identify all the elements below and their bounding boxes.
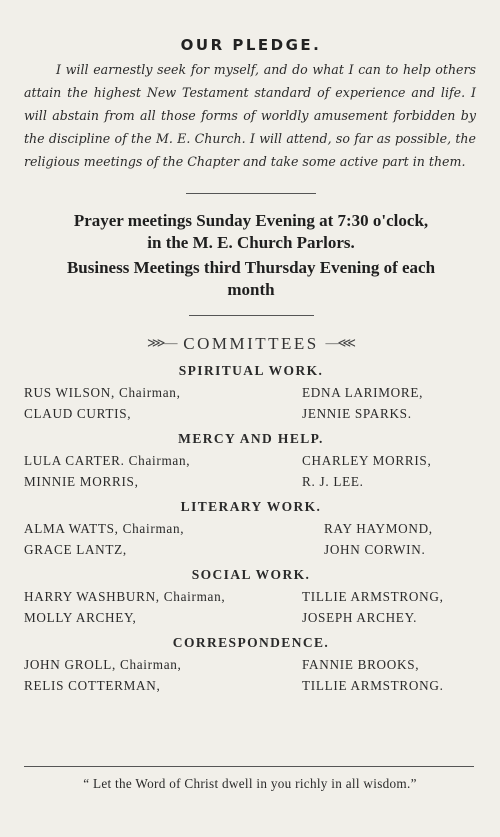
section-title: SOCIAL WORK. (191, 567, 311, 582)
member-name: JOHN GROLL, Chairman, (24, 657, 182, 672)
member-name: MOLLY ARCHEY, (24, 610, 137, 625)
committee-mercy (24, 431, 478, 491)
prayer-meetings-line-2: in the M. E. Church Parlors. (147, 233, 355, 252)
names-grid (24, 656, 478, 695)
member-name: FANNIE BROOKS, (302, 657, 420, 672)
divider-rule (186, 193, 316, 194)
member-name: ALMA WATTS, Chairman, (24, 521, 185, 536)
committee-social (24, 567, 478, 627)
member-name: CHARLEY MORRIS, (302, 453, 432, 468)
member-name: TILLIE ARMSTRONG, (302, 589, 444, 604)
divider-rule (189, 315, 314, 316)
names-grid (24, 452, 478, 491)
names-grid (24, 520, 478, 559)
member-name: EDNA LARIMORE, (302, 385, 424, 400)
pledge-title: OUR PLEDGE. (180, 36, 322, 54)
footer-rule (24, 766, 474, 767)
member-name: TILLIE ARMSTRONG. (302, 678, 444, 693)
committees-title: COMMITTEES (183, 334, 319, 353)
left-ornament-icon: ⋙— (147, 335, 177, 350)
member-name: HARRY WASHBURN, Chairman, (24, 589, 226, 604)
committees-heading (24, 332, 478, 355)
names-grid (24, 384, 478, 423)
meetings-block (24, 210, 478, 301)
committee-spiritual (24, 363, 478, 423)
member-name: RELIS COTTERMAN, (24, 678, 161, 693)
member-name: MINNIE MORRIS, (24, 474, 139, 489)
business-meetings-line-1: Business Meetings third Thursday Evening of each (66, 258, 436, 277)
committee-literary (24, 499, 478, 559)
member-name: RUS WILSON, Chairman, (24, 385, 181, 400)
member-name: GRACE LANTZ, (24, 542, 127, 557)
member-name: RAY HAYMOND, (324, 521, 433, 536)
names-grid (24, 588, 478, 627)
prayer-meetings-line-1: Prayer meetings Sunday Evening at 7:30 o'clock, (73, 211, 429, 230)
member-name: JENNIE SPARKS. (302, 406, 412, 421)
section-title: LITERARY WORK. (180, 499, 322, 514)
member-name: JOSEPH ARCHEY. (302, 610, 418, 625)
right-ornament-icon: —⋘ (325, 335, 355, 350)
section-title: SPIRITUAL WORK. (178, 363, 324, 378)
scripture-quote: “ Let the Word of Christ dwell in you richly in all wisdom.” (83, 776, 417, 791)
business-meetings-line-2: month (227, 280, 275, 299)
member-name: JOHN CORWIN. (324, 542, 426, 557)
committee-correspondence (24, 635, 478, 695)
section-title: CORRESPONDENCE. (172, 635, 330, 650)
section-title: MERCY AND HELP. (178, 431, 324, 446)
member-name: CLAUD CURTIS, (24, 406, 132, 421)
member-name: R. J. LEE. (302, 474, 364, 489)
pledge-text: I will earnestly seek for myself, and do what I can to help others attain the highest New Testament standard of experience and life. I will abstain from all those forms of worldly amusement forbidden by the discipline of the M. E. Church. I will attend, so far as possible, the religious meetings of the Chapter and take some active part in them. (24, 62, 476, 169)
member-name: LULA CARTER. Chairman, (24, 453, 191, 468)
